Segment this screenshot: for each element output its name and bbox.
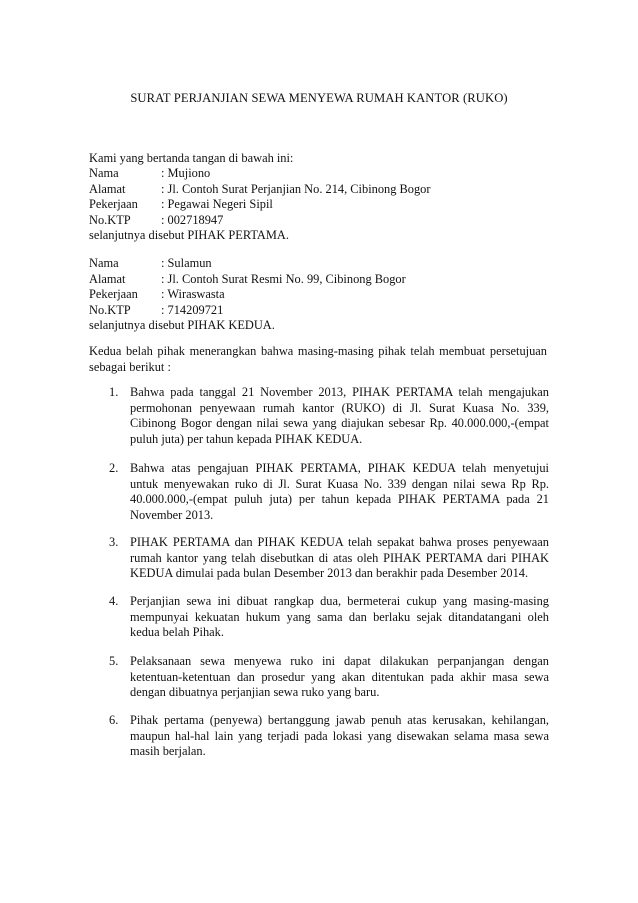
- pihak-kedua-section: [89, 256, 559, 334]
- clause-item: [109, 535, 549, 582]
- pihak1-nama-row: [89, 166, 559, 182]
- clause-text: PIHAK PERTAMA dan PIHAK KEDUA telah sepakat bahwa proses penyewaan rumah kantor yang telah disebutkan di atas oleh PIHAK PERTAMA dari PIHAK KEDUA dimulai pada bulan Desember 2013 dan berakhir pada Desember 2014.: [130, 535, 549, 581]
- pihak2-nama-label: Nama: [89, 256, 119, 270]
- pihak1-nama-label: Nama: [89, 166, 119, 180]
- clause-item: [109, 385, 549, 447]
- clause-text: Pelaksanaan sewa menyewa ruko ini dapat dilakukan perpanjangan dengan ketentuan-ketentuan dan prosedur yang akan ditentukan pada akhir masa sewa dengan dibuatnya perjanjian sewa ruko yang baru.: [130, 654, 549, 700]
- clause-number: 5.: [109, 654, 119, 668]
- pihak1-ktp-label: No.KTP: [89, 212, 131, 227]
- clause-item: [109, 594, 549, 641]
- pihak1-alamat-label: Alamat: [89, 181, 126, 196]
- clause-item: [109, 713, 549, 760]
- pihak-pertama-section: [89, 166, 559, 244]
- pihak2-alamat-label: Alamat: [89, 271, 126, 286]
- document-title: SURAT PERJANJIAN SEWA MENYEWA RUMAH KANTOR (RUKO): [130, 91, 508, 105]
- pihak2-pekerjaan-label: Pekerjaan: [89, 287, 138, 302]
- pihak2-pekerjaan-value: : Wiraswasta: [161, 287, 225, 302]
- pihak2-closing: selanjutnya disebut PIHAK KEDUA.: [89, 318, 275, 333]
- clause-number: 3.: [109, 535, 119, 549]
- pihak1-alamat-value: : Jl. Contoh Surat Perjanjian No. 214, Cibinong Bogor: [161, 181, 431, 196]
- pihak2-ktp-row: [89, 303, 559, 319]
- clause-number: 6.: [109, 713, 119, 727]
- pihak1-pekerjaan-value: : Pegawai Negeri Sipil: [161, 197, 273, 212]
- pihak1-pekerjaan-label: Pekerjaan: [89, 197, 138, 212]
- pihak2-pekerjaan-row: [89, 287, 559, 303]
- clause-number: 1.: [109, 385, 119, 399]
- pihak1-nama-value: : Mujiono: [161, 166, 211, 180]
- pihak2-alamat-row: [89, 272, 559, 288]
- clause-number: 4.: [109, 594, 119, 608]
- clause-text: Pihak pertama (penyewa) bertanggung jawab penuh atas kerusakan, kehilangan, maupun hal-hal lain yang terjadi pada lokasi yang disewakan selama masa sewa masih berjalan.: [130, 713, 549, 759]
- clause-text: Bahwa pada tanggal 21 November 2013, PIHAK PERTAMA telah mengajukan permohonan penyewaan rumah kantor (RUKO) di Jl. Surat Kuasa No. 339, Cibinong Bogor dengan nilai sewa yang diajukan sebesar Rp. 40.000.000,-(empat puluh juta) per tahun kepada PIHAK KEDUA.: [130, 385, 549, 446]
- pihak1-ktp-row: [89, 213, 559, 229]
- pihak2-nama-value: : Sulamun: [161, 256, 212, 270]
- pihak1-alamat-row: [89, 182, 559, 198]
- pihak2-ktp-value: : 714209721: [161, 302, 224, 317]
- clause-item: [109, 654, 549, 701]
- pihak2-alamat-value: : Jl. Contoh Surat Resmi No. 99, Cibinong Bogor: [161, 271, 406, 286]
- pihak1-pekerjaan-row: [89, 197, 559, 213]
- pihak2-ktp-label: No.KTP: [89, 302, 131, 317]
- clause-number: 2.: [109, 461, 119, 475]
- clause-item: [109, 461, 549, 523]
- pihak2-nama-row: [89, 256, 559, 272]
- pihak1-ktp-value: : 002718947: [161, 212, 224, 227]
- agreement-intro: Kedua belah pihak menerangkan bahwa masing-masing pihak telah membuat persetujuan sebagai berikut :: [89, 344, 547, 374]
- pihak1-closing: selanjutnya disebut PIHAK PERTAMA.: [89, 228, 289, 243]
- clause-text: Perjanjian sewa ini dibuat rangkap dua, bermeterai cukup yang masing-masing mempunyai kekuatan hukum yang sama dan berlaku sejak ditandatangani oleh kedua belah Pihak.: [130, 594, 549, 640]
- intro-text: Kami yang bertanda tangan di bawah ini:: [89, 151, 294, 165]
- clause-text: Bahwa atas pengajuan PIHAK PERTAMA, PIHAK KEDUA telah menyetujui untuk menyewakan ruko di Jl. Surat Kuasa No. 339 dengan nilai sewa Rp Rp. 40.000.000,-(empat puluh juta) per tahun kepada PIHAK PERTAMA pada 21 November 2013.: [130, 461, 549, 522]
